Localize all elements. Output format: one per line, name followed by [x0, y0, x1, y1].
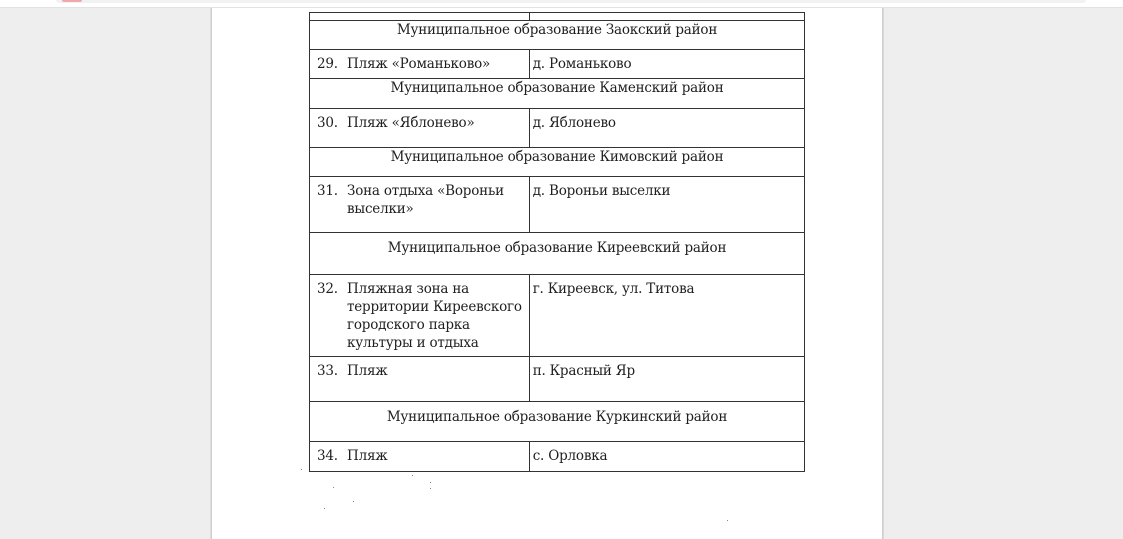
beach-name: Зона отдыха «Вороньи выселки»	[347, 183, 504, 217]
table-row	[310, 275, 805, 357]
table-row	[310, 109, 805, 148]
section-header-row	[310, 402, 805, 442]
name-cell	[310, 177, 530, 233]
section-header: Муниципальное образование Куркинский район	[310, 402, 805, 442]
location-cell	[529, 109, 804, 148]
beach-location: г. Киреевск, ул. Титова	[532, 281, 695, 297]
name-cell	[310, 442, 530, 472]
location-cell	[529, 357, 804, 402]
section-header: Муниципальное образование Киреевский район	[310, 233, 805, 275]
table-row	[310, 442, 805, 472]
row-number: 34.	[317, 448, 338, 464]
name-cell	[310, 357, 530, 402]
section-header: Муниципальное образование Заокский район	[310, 21, 805, 50]
name-cell	[310, 109, 530, 148]
location-cell	[529, 442, 804, 472]
row-number: 31.	[317, 183, 338, 199]
section-header-row	[310, 233, 805, 275]
beach-name: Пляж	[347, 448, 388, 464]
table-cell	[310, 13, 530, 21]
row-number: 29.	[317, 56, 338, 72]
beach-location: с. Орловка	[532, 448, 608, 464]
row-number: 33.	[317, 363, 338, 379]
table-row	[310, 357, 805, 402]
beach-location: п. Красный Яр	[532, 363, 635, 379]
location-cell	[529, 275, 804, 357]
section-header-row	[310, 79, 805, 109]
beach-name: Пляж «Романьково»	[347, 56, 491, 72]
row-number: 30.	[317, 115, 338, 131]
beach-name: Пляжная зона на территории Киреевского городского парка культуры и отдыха	[347, 281, 522, 351]
toolbar-strip	[56, 0, 1086, 3]
name-cell	[310, 275, 530, 357]
table-row-continuation	[310, 13, 805, 21]
toolbar-icon[interactable]	[62, 0, 82, 2]
location-cell	[529, 50, 804, 79]
section-header: Муниципальное образование Кимовский район	[310, 148, 805, 177]
document-page	[212, 8, 882, 539]
beach-name: Пляж «Яблонево»	[347, 115, 475, 131]
table-cell	[529, 13, 804, 21]
table-row	[310, 177, 805, 233]
viewer-toolbar	[0, 0, 1123, 8]
table-row	[310, 50, 805, 79]
beach-location: д. Романьково	[532, 56, 632, 72]
section-header-row	[310, 148, 805, 177]
beach-location: д. Яблонево	[532, 115, 616, 131]
section-header-row	[310, 21, 805, 50]
section-header: Муниципальное образование Каменский район	[310, 79, 805, 109]
beach-table	[309, 12, 805, 472]
row-number: 32.	[317, 281, 338, 297]
name-cell	[310, 50, 530, 79]
beach-location: д. Вороньи выселки	[532, 183, 671, 199]
location-cell	[529, 177, 804, 233]
beach-name: Пляж	[347, 363, 388, 379]
